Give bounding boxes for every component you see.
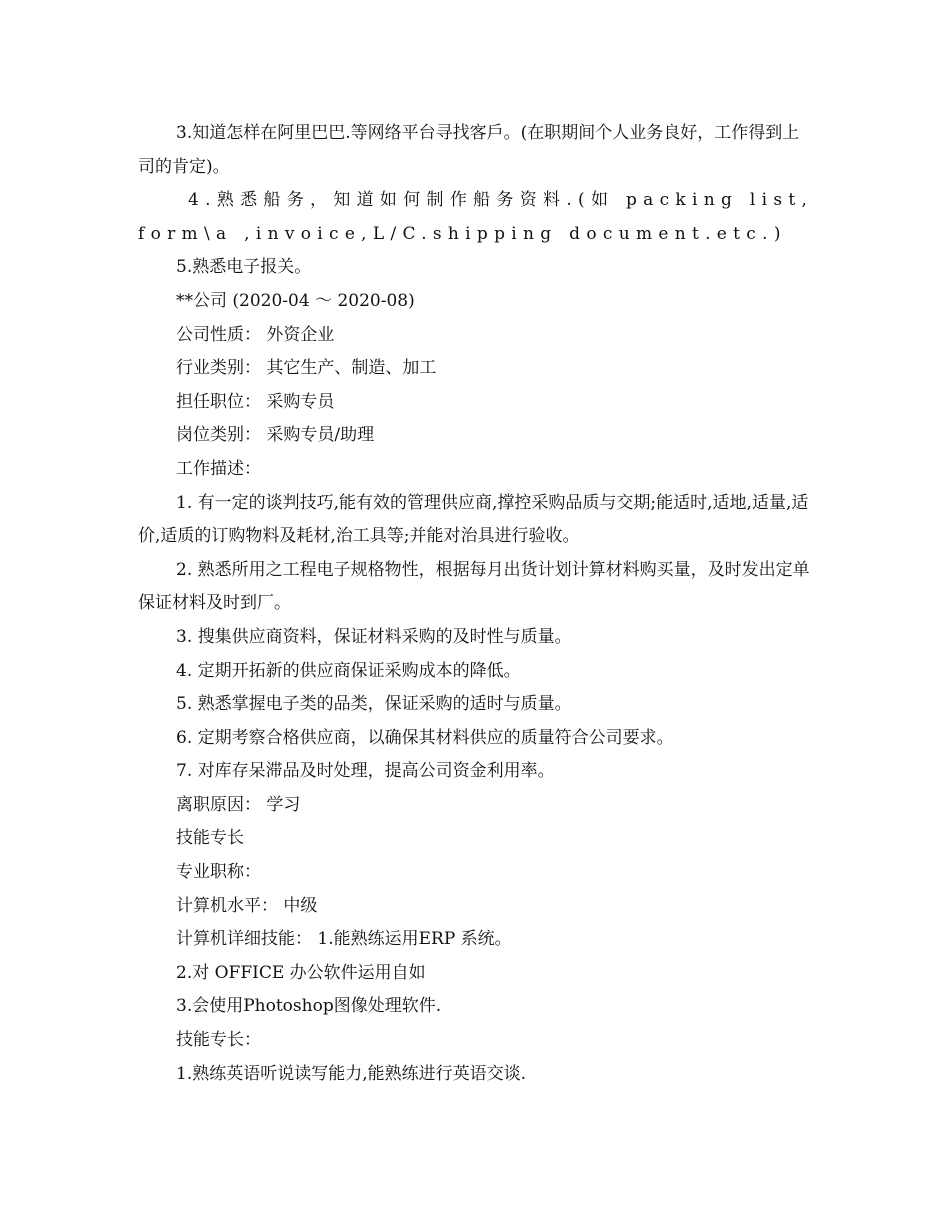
english-skill: 1.熟练英语听说读写能力,能熟练进行英语交谈. — [176, 1063, 527, 1084]
paragraph-alibaba-clients: 3.知道怎样在阿里巴巴.等网络平台寻找客戶。(在职期间个人业务良好，工作得到上司的肯定)。 — [138, 123, 800, 177]
duty-item-3: 3. 搜集供应商资料，保证材料采购的及时性与质量。 — [176, 626, 572, 647]
skills-heading: 技能专长 — [176, 828, 244, 849]
paragraph-shipping-docs: 4.熟悉船务，知道如何制作船务资料.(如 packing list, form\a ,invoice,L/C.shipping document.etc.) — [138, 190, 814, 244]
job-description-label: 工作描述： — [176, 458, 261, 479]
leaving-reason: 离职原因： 学习 — [176, 794, 301, 815]
professional-title: 专业职称： — [176, 862, 261, 883]
duty-item-5: 5. 熟悉掌握电子类的品类，保证采购的适时与质量。 — [176, 694, 572, 715]
computer-level: 计算机水平： 中级 — [176, 895, 318, 916]
duty-item-2: 2. 熟悉所用之工程电子规格物性，根据每月出货计划计算材料购买量，及时发出定单保证材料及时到厂。 — [138, 559, 810, 614]
duty-item-7: 7. 对库存呆滞品及时处理，提高公司资金利用率。 — [176, 761, 555, 782]
duty-item-1: 1. 有一定的谈判技巧,能有效的管理供应商,撑控采购品质与交期;能适时,适地,适量,适价,适质的订购物料及耗材,治工具等;并能对治具进行验收。 — [138, 492, 809, 547]
company-heading: **公司 (2020-04 ～ 2020-08) — [176, 290, 415, 311]
skill-specialties-label: 技能专长： — [176, 1030, 261, 1051]
document-body — [138, 117, 814, 1091]
duty-item-6: 6. 定期考察合格供应商，以确保其材料供应的质量符合公司要求。 — [176, 727, 674, 748]
duty-item-4: 4. 定期开拓新的供应商保证采购成本的降低。 — [176, 660, 521, 681]
photoshop-skill: 3.会使用Photoshop图像处理软件. — [176, 996, 442, 1017]
office-skill: 2.对 OFFICE 办公软件运用自如 — [176, 962, 426, 983]
position-held: 担任职位： 采购专员 — [176, 391, 335, 412]
position-category: 岗位类别： 采购专员/助理 — [176, 425, 375, 446]
computer-skills-detail: 计算机详细技能： 1.能熟练运用ERP 系统。 — [176, 929, 512, 950]
company-nature: 公司性质： 外资企业 — [176, 324, 335, 345]
paragraph-customs: 5.熟悉电子报关。 — [176, 257, 312, 278]
industry-category: 行业类别： 其它生产、制造、加工 — [176, 358, 437, 379]
